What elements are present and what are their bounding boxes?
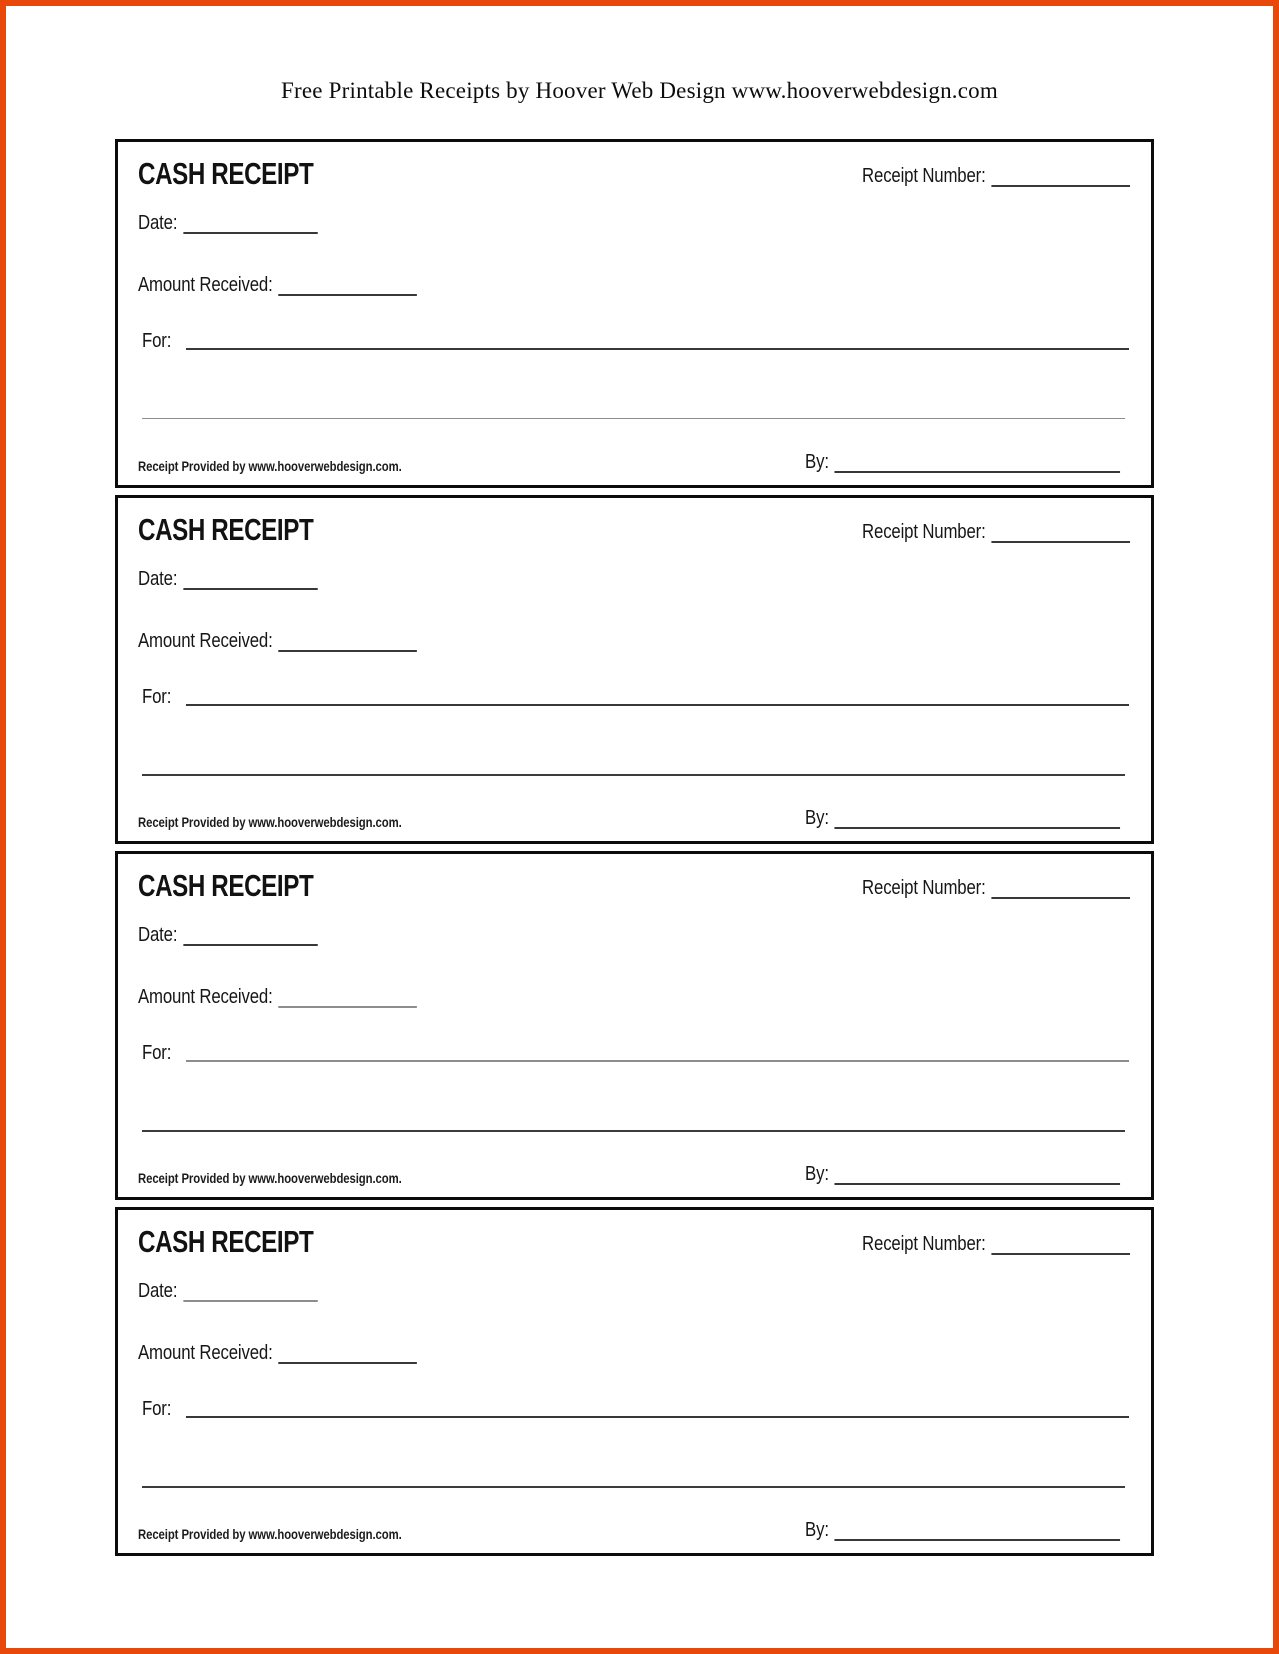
receipt-number-label: Receipt Number: xyxy=(861,1233,986,1255)
receipt-number-field xyxy=(811,1233,1130,1256)
receipt-footer-row xyxy=(138,1163,1120,1186)
provider-note: Receipt Provided by www.hooverwebdesign.com. xyxy=(138,1527,402,1542)
amount-received-blank-line xyxy=(278,280,417,296)
by-field xyxy=(805,807,1120,830)
by-blank-line xyxy=(834,457,1120,473)
for-label: For: xyxy=(142,1042,172,1064)
amount-received-field xyxy=(138,630,470,653)
receipt-number-blank-line xyxy=(991,527,1130,543)
receipts-list xyxy=(115,139,1154,1563)
for-blank-line xyxy=(186,1416,1129,1418)
receipt-number-field xyxy=(811,877,1130,900)
provider-note: Receipt Provided by www.hooverwebdesign.com. xyxy=(138,1171,402,1186)
provider-note: Receipt Provided by www.hooverwebdesign.com. xyxy=(138,815,402,830)
receipt-number-label: Receipt Number: xyxy=(861,165,986,187)
receipt-footer-row xyxy=(138,807,1120,830)
by-label: By: xyxy=(804,451,829,473)
date-field xyxy=(138,1280,352,1303)
date-label: Date: xyxy=(138,212,178,234)
for-blank-line xyxy=(186,1060,1129,1062)
date-blank-line xyxy=(183,574,317,590)
receipt-header-row xyxy=(138,156,1130,192)
amount-received-label: Amount Received: xyxy=(138,1342,273,1364)
memo-blank-line xyxy=(142,774,1125,776)
receipt-header-row xyxy=(138,512,1130,548)
date-blank-line xyxy=(183,930,317,946)
provider-note: Receipt Provided by www.hooverwebdesign.com. xyxy=(138,459,402,474)
by-label: By: xyxy=(804,1519,829,1541)
for-blank-line xyxy=(186,704,1129,706)
receipt-footer-row xyxy=(138,451,1120,474)
date-label: Date: xyxy=(138,1280,178,1302)
receipt-number-label: Receipt Number: xyxy=(861,877,986,899)
page-title: Free Printable Receipts by Hoover Web Design www.hooverwebdesign.com xyxy=(281,78,998,103)
amount-received-label: Amount Received: xyxy=(138,274,273,296)
amount-received-blank-line xyxy=(278,992,417,1008)
memo-blank-line xyxy=(142,418,1125,419)
receipt-card xyxy=(115,139,1154,488)
amount-received-field xyxy=(138,986,470,1009)
for-label: For: xyxy=(142,330,172,352)
receipt-card xyxy=(115,495,1154,844)
by-label: By: xyxy=(804,1163,829,1185)
for-label: For: xyxy=(142,686,172,708)
receipt-title: CASH RECEIPT xyxy=(138,512,314,547)
memo-blank-line xyxy=(142,1130,1125,1132)
by-field xyxy=(805,1519,1120,1542)
memo-blank-line xyxy=(142,1486,1125,1488)
date-field xyxy=(138,568,352,591)
by-label: By: xyxy=(804,807,829,829)
for-field xyxy=(142,1042,1129,1065)
receipt-number-blank-line xyxy=(991,1239,1130,1255)
date-field xyxy=(138,212,352,235)
by-field xyxy=(805,1163,1120,1186)
receipt-title: CASH RECEIPT xyxy=(138,1224,314,1259)
for-blank-line xyxy=(186,348,1129,350)
receipt-number-label: Receipt Number: xyxy=(861,521,986,543)
amount-received-field xyxy=(138,274,470,297)
amount-received-blank-line xyxy=(278,1348,417,1364)
date-blank-line xyxy=(183,218,317,234)
by-field xyxy=(805,451,1120,474)
receipt-header-row xyxy=(138,1224,1130,1260)
date-label: Date: xyxy=(138,568,178,590)
receipt-number-blank-line xyxy=(991,883,1130,899)
by-blank-line xyxy=(834,1169,1120,1185)
receipt-header-row xyxy=(138,868,1130,904)
date-blank-line xyxy=(183,1286,317,1302)
date-label: Date: xyxy=(138,924,178,946)
receipt-footer-row xyxy=(138,1519,1120,1542)
receipt-number-blank-line xyxy=(991,171,1130,187)
by-blank-line xyxy=(834,813,1120,829)
receipt-card xyxy=(115,851,1154,1200)
amount-received-blank-line xyxy=(278,636,417,652)
for-field xyxy=(142,686,1129,709)
amount-received-label: Amount Received: xyxy=(138,986,273,1008)
receipt-card xyxy=(115,1207,1154,1556)
amount-received-field xyxy=(138,1342,470,1365)
receipt-number-field xyxy=(811,165,1130,188)
for-label: For: xyxy=(142,1398,172,1420)
by-blank-line xyxy=(834,1525,1120,1541)
for-field xyxy=(142,330,1129,353)
receipt-title: CASH RECEIPT xyxy=(138,868,314,903)
amount-received-label: Amount Received: xyxy=(138,630,273,652)
receipt-title: CASH RECEIPT xyxy=(138,156,314,191)
date-field xyxy=(138,924,352,947)
receipt-number-field xyxy=(811,521,1130,544)
for-field xyxy=(142,1398,1129,1421)
